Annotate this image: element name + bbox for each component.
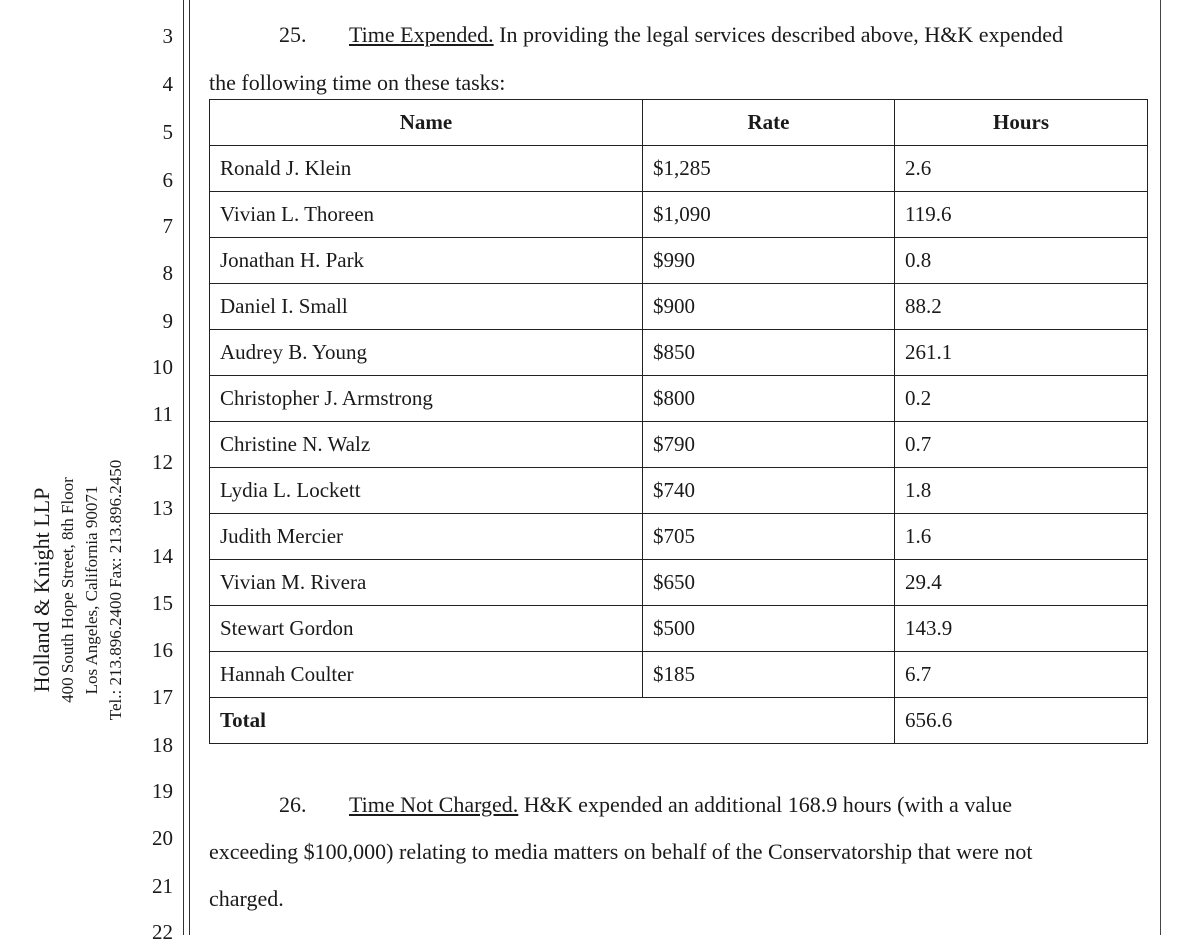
line-number: 11 (152, 402, 173, 426)
line-number: 9 (162, 309, 173, 333)
firm-name: Holland & Knight LLP (29, 487, 54, 693)
line-number: 21 (152, 874, 173, 898)
line-number: 8 (162, 261, 173, 285)
cell-rate: $990 (643, 238, 895, 284)
cell-hours: 6.7 (895, 652, 1148, 698)
cell-rate: $1,090 (643, 192, 895, 238)
firm-city: Los Angeles, California 90071 (82, 485, 101, 695)
cell-rate: $740 (643, 468, 895, 514)
table-row (210, 238, 1148, 284)
para-26-text: H&K expended an additional 168.9 hours (with a value (518, 792, 1012, 817)
total-hours: 656.6 (895, 698, 1148, 744)
header-name: Name (210, 100, 643, 146)
cell-name: Christopher J. Armstrong (210, 376, 643, 422)
line-number: 17 (152, 685, 173, 709)
table-row (210, 652, 1148, 698)
line-number: 19 (152, 779, 173, 803)
cell-rate: $650 (643, 560, 895, 606)
line-number: 12 (152, 450, 173, 474)
para-26-number: 26. (279, 792, 307, 817)
cell-name: Vivian L. Thoreen (210, 192, 643, 238)
table-row (210, 422, 1148, 468)
para-25-line-2: the following time on these tasks: (209, 70, 506, 95)
table-row (210, 284, 1148, 330)
line-number: 16 (152, 638, 173, 662)
cell-rate: $900 (643, 284, 895, 330)
table-row (210, 146, 1148, 192)
right-margin-rule (1160, 0, 1161, 935)
table-row (210, 560, 1148, 606)
table-row (210, 606, 1148, 652)
firm-address: 400 South Hope Street, 8th Floor (58, 477, 77, 703)
cell-rate: $850 (643, 330, 895, 376)
header-hours: Hours (895, 100, 1148, 146)
total-label: Total (210, 698, 895, 744)
cell-rate: $705 (643, 514, 895, 560)
cell-name: Vivian M. Rivera (210, 560, 643, 606)
time-table (209, 99, 1148, 744)
cell-hours: 1.6 (895, 514, 1148, 560)
line-number: 13 (152, 496, 173, 520)
line-number: 14 (152, 544, 173, 568)
line-number: 4 (162, 72, 173, 96)
cell-hours: 0.7 (895, 422, 1148, 468)
cell-rate: $1,285 (643, 146, 895, 192)
para-26-line-2: exceeding $100,000) relating to media matters on behalf of the Conservatorship that were not (209, 839, 1033, 864)
para-26-line-1 (279, 792, 1012, 818)
cell-hours: 88.2 (895, 284, 1148, 330)
line-number: 7 (162, 214, 173, 238)
cell-name: Jonathan H. Park (210, 238, 643, 284)
cell-name: Audrey B. Young (210, 330, 643, 376)
table-row (210, 192, 1148, 238)
para-26-line-3: charged. (209, 886, 284, 911)
firm-block (28, 460, 128, 720)
cell-name: Hannah Coulter (210, 652, 643, 698)
cell-name: Christine N. Walz (210, 422, 643, 468)
table-row (210, 330, 1148, 376)
header-rate: Rate (643, 100, 895, 146)
cell-name: Ronald J. Klein (210, 146, 643, 192)
para-25-number: 25. (279, 22, 307, 47)
left-margin-rule (183, 0, 184, 935)
line-number: 20 (152, 826, 173, 850)
table-row (210, 376, 1148, 422)
cell-rate: $800 (643, 376, 895, 422)
line-number: 3 (162, 24, 173, 48)
cell-hours: 2.6 (895, 146, 1148, 192)
line-number: 15 (152, 591, 173, 615)
cell-name: Judith Mercier (210, 514, 643, 560)
cell-hours: 0.8 (895, 238, 1148, 284)
para-25-line-1 (279, 22, 1063, 48)
table-row (210, 468, 1148, 514)
cell-hours: 0.2 (895, 376, 1148, 422)
cell-name: Daniel I. Small (210, 284, 643, 330)
cell-hours: 29.4 (895, 560, 1148, 606)
firm-phone: Tel.: 213.896.2400 Fax: 213.896.2450 (106, 459, 125, 721)
line-number: 5 (162, 120, 173, 144)
line-number: 22 (152, 920, 173, 944)
cell-hours: 261.1 (895, 330, 1148, 376)
line-number: 6 (162, 168, 173, 192)
table-header-row (210, 100, 1148, 146)
left-margin-rule-inner (189, 0, 190, 935)
table-total-row (210, 698, 1148, 744)
cell-name: Stewart Gordon (210, 606, 643, 652)
cell-hours: 119.6 (895, 192, 1148, 238)
table-row (210, 514, 1148, 560)
cell-rate: $500 (643, 606, 895, 652)
line-number: 18 (152, 733, 173, 757)
cell-hours: 1.8 (895, 468, 1148, 514)
para-25-heading: Time Expended. (349, 22, 494, 47)
cell-rate: $185 (643, 652, 895, 698)
cell-name: Lydia L. Lockett (210, 468, 643, 514)
para-26-heading: Time Not Charged. (349, 792, 519, 817)
cell-hours: 143.9 (895, 606, 1148, 652)
cell-rate: $790 (643, 422, 895, 468)
para-25-text: In providing the legal services described above, H&K expended (493, 22, 1063, 47)
line-number: 10 (152, 355, 173, 379)
